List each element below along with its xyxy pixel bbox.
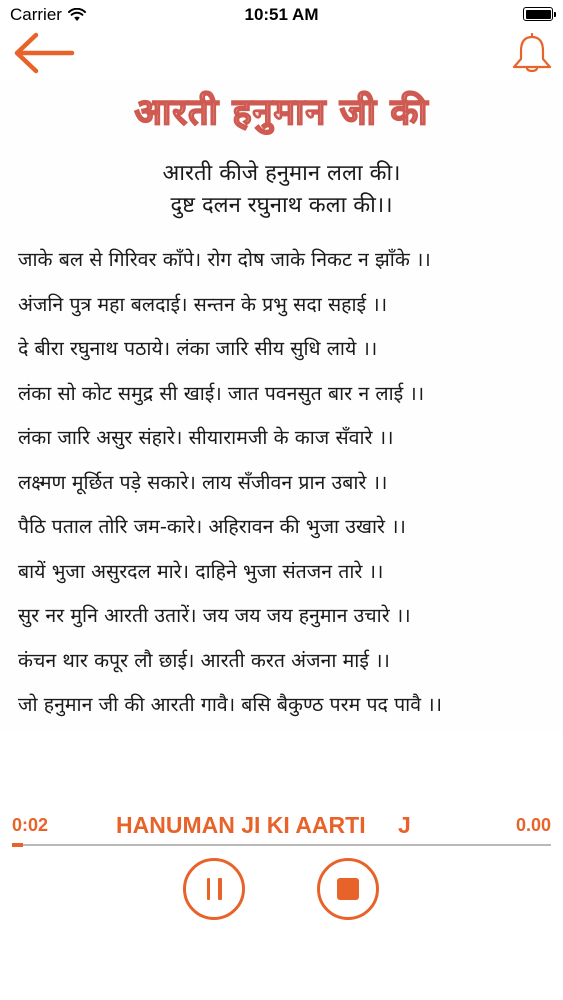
battery-icon [523, 7, 553, 21]
arrow-left-icon [12, 32, 76, 74]
carrier-label: Carrier [10, 5, 62, 24]
track-title-repeat: J [397, 812, 411, 838]
stop-button[interactable] [317, 858, 379, 920]
opening-line: आरती कीजे हनुमान लला की। [162, 161, 401, 186]
aarti-content [0, 80, 563, 730]
verse-line: बायें भुजा असुरदल मारे। दाहिने भुजा संतजन तारे ।। [18, 559, 384, 583]
verse-line: लंका जारि असुर संहारे। सीयारामजी के काज सँवारे ।। [18, 426, 394, 449]
back-button[interactable] [12, 32, 76, 74]
track-title: HANUMAN JI KI AARTI [116, 812, 366, 838]
progress-fill [12, 843, 23, 847]
verse-line: जो हनुमान जी की आरती गावै। बसि बैकुण्ठ परम पद पावै ।। [18, 693, 443, 716]
notification-button[interactable] [509, 30, 555, 76]
verse-line: अंजनि पुत्र महा बलदाई। सन्तन के प्रभु सदा सहाई ।। [18, 292, 388, 316]
verse-line: लक्ष्मण मूर्छित पड़े सकारे। लाय सँजीवन प्रान उबारे ।। [18, 470, 388, 494]
verse-line: दे बीरा रघुनाथ पठाये। लंका जारि सीय सुधि लाये ।। [18, 337, 378, 360]
remaining-time: 0.00 [515, 815, 551, 835]
nav-bar [0, 30, 563, 74]
bell-icon [509, 30, 555, 76]
progress-track[interactable] [12, 844, 551, 846]
verse-line: पैठि पताल तोरि जम-कारे। अहिरावन की भुजा उखारे ।। [18, 515, 406, 538]
verse-line: जाके बल से गिरिवर काँपे। रोग दोष जाके निकट न झाँके ।। [18, 248, 431, 271]
opening-line: दुष्ट दलन रघुनाथ कला की।। [170, 193, 393, 218]
elapsed-time: 0:02 [12, 815, 49, 835]
pause-icon [207, 878, 222, 900]
verse-line: सुर नर मुनि आरती उतारें। जय जय जय हनुमान उचारे ।। [18, 604, 411, 627]
audio-player [0, 800, 563, 1000]
aarti-verses [18, 238, 543, 728]
aarti-title: आरती हनुमान जी की [134, 91, 429, 133]
pause-button[interactable] [183, 858, 245, 920]
verse-line: कंचन थार कपूर लौ छाई। आरती करत अंजना माई ।। [18, 648, 390, 672]
track-title-marquee [112, 810, 450, 840]
status-time: 10:51 AM [244, 5, 319, 24]
aarti-opening [0, 158, 563, 222]
verse-line: लंका सो कोट समुद्र सी खाई। जात पवनसुत बार न लाई ।। [18, 381, 425, 405]
stop-icon [337, 878, 359, 900]
status-bar [0, 0, 563, 30]
